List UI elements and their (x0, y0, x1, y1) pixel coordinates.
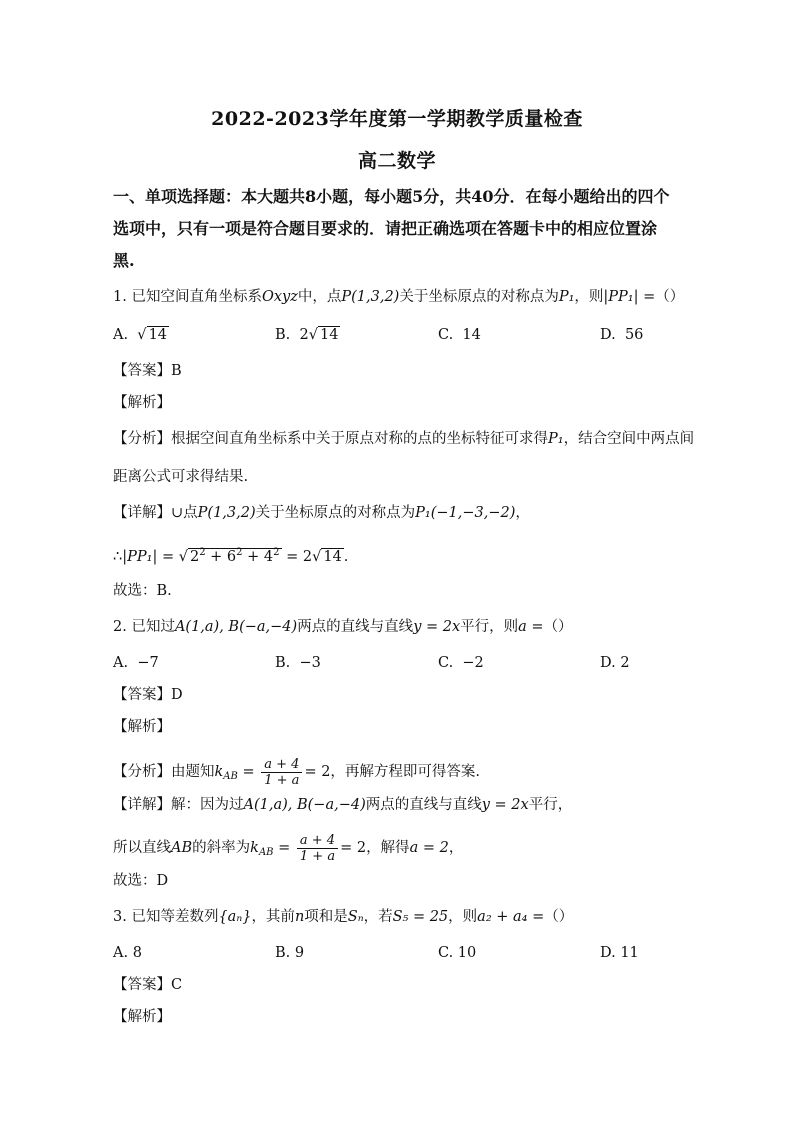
question-3-analysis-label: 【解析】 (113, 1009, 171, 1025)
question-2-stem: 2. 已知过A(1,a), B(−a,−4)两点的直线与直线y = 2x平行，则a =（） (113, 619, 573, 635)
question-1-answer: 【答案】B (113, 363, 182, 379)
question-2-choice: 故选：D (113, 873, 169, 889)
sqrt-expression: $2^2 + 6^2 + 4^2$ (189, 547, 280, 565)
question-1-calculation: ∴|PP₁| = √ $2^2 + 6^2 + 4^2 = 2√$ 14 . (113, 547, 349, 565)
question-2-option-d: D. 2 (600, 655, 630, 671)
question-1-option-a: A. √ 14 (113, 327, 168, 343)
fraction: $\frac{a + 4}{1 + a}$ (297, 833, 338, 864)
section-heading-line-2: 选项中，只有一项是符合题目要求的．请把正确选项在答题卡中的相应位置涂 (113, 219, 658, 238)
question-1-detail: 【详解】∪点P(1,3,2)关于坐标原点的对称点为P₁(−1,−3,−2)， (113, 505, 530, 521)
question-1-stem: 1. 已知空间直角坐标系Oxyz中，点P(1,3,2)关于坐标原点的对称点为P₁，则|PP₁| =（） (113, 289, 685, 305)
question-1-analysis-label: 【解析】 (113, 395, 171, 411)
exam-subtitle: 高二数学 (357, 150, 436, 172)
question-1-option-d: D. 56 (600, 327, 644, 343)
question-1-choice: 故选：B. (113, 583, 172, 599)
question-1-fenxi-line-2: 距离公式可求得结果. (113, 469, 249, 485)
question-3-option-c: C. 10 (438, 945, 477, 961)
question-2-analysis-label: 【解析】 (113, 719, 171, 735)
question-3-stem: 3. 已知等差数列{aₙ}，其前n项和是Sₙ，若S₅ = 25，则a₂ + a₄ =（） (113, 909, 574, 925)
question-2-fenxi: 【分析】由题知$k_{AB}$ = $\frac{a + 4}{1 + a}$ = 2，再解方程即可得答案. (113, 756, 481, 788)
question-2-answer: 【答案】D (113, 687, 183, 703)
question-1-option-c: C. 14 (438, 327, 481, 343)
question-2-option-a: A. −7 (113, 655, 159, 671)
question-2-option-c: C. −2 (438, 655, 484, 671)
question-1-fenxi-line-1: 【分析】根据空间直角坐标系中关于原点对称的点的坐标特征可求得P₁，结合空间中两点间 (113, 431, 695, 447)
fraction: $\frac{a + 4}{1 + a}$ (261, 757, 302, 788)
question-3-option-a: A. 8 (113, 945, 142, 961)
exam-title: 2022-2023学年度第一学期教学质量检查 (211, 108, 583, 130)
question-3-option-b: B. 9 (275, 945, 305, 961)
question-3-answer: 【答案】C (113, 977, 183, 993)
question-2-detail: 【详解】解：因为过A(1,a), B(−a,−4)两点的直线与直线y = 2x平行， (113, 797, 573, 813)
question-2-option-b: B. −3 (275, 655, 321, 671)
section-heading-line-3: 黑. (113, 251, 135, 270)
question-2-slope: 所以直线AB的斜率为$k_{AB}$ = $\frac{a + 4}{1 + a}$ = 2，解得a = 2， (113, 832, 464, 864)
question-3-option-d: D. 11 (600, 945, 639, 961)
section-heading-line-1: 一、单项选择题：本大题共8小题，每小题5分，共40分．在每小题给出的四个 (113, 187, 670, 206)
question-1-option-b: B. 2√ 14 (275, 327, 339, 343)
